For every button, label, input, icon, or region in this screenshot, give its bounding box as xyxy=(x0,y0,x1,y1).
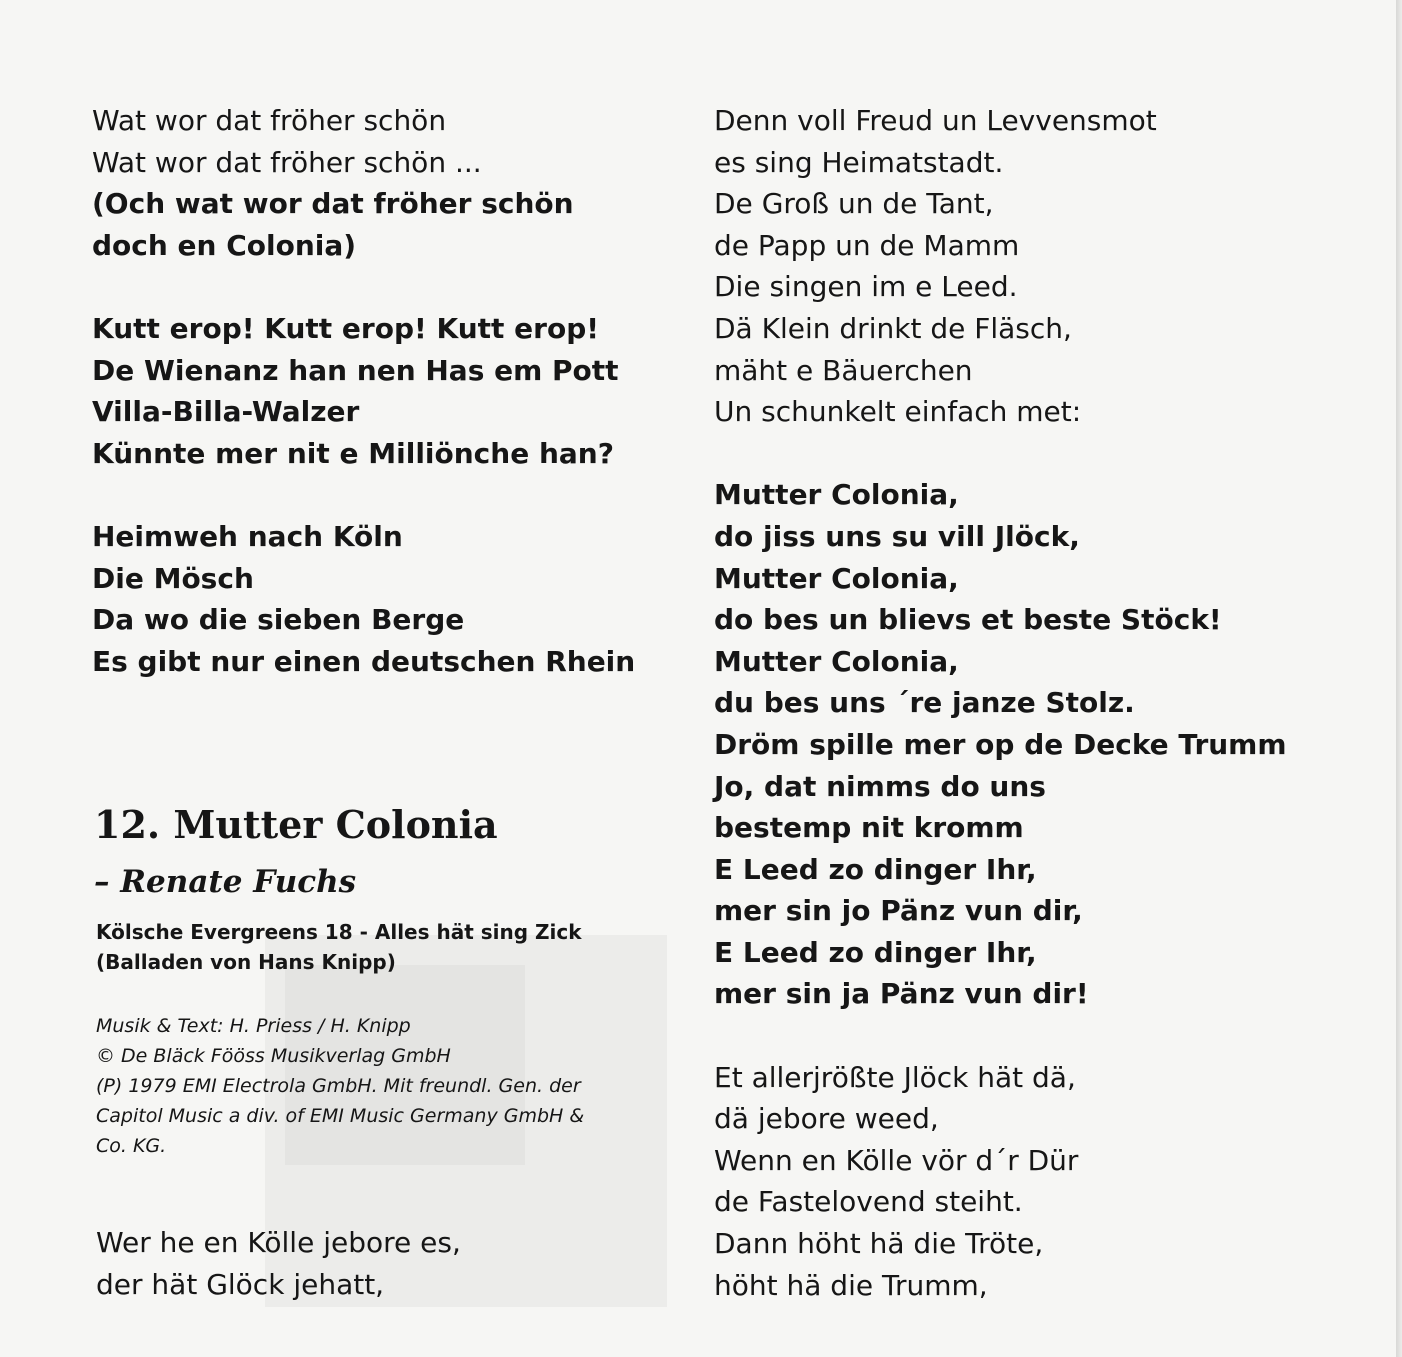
credits-line: Capitol Music a div. of EMI Music Germany GmbH & xyxy=(96,1105,585,1127)
lyric-line: es sing Heimatstadt. xyxy=(714,145,1004,179)
album-subtitle: (Balladen von Hans Knipp) xyxy=(96,950,396,974)
album-info xyxy=(96,917,676,977)
lyrics-block-5 xyxy=(714,1057,1314,1307)
chorus-line: do bes un blievs et beste Stöck! xyxy=(714,603,1222,637)
chorus xyxy=(714,474,1314,1015)
lyric-line: dä jebore weed, xyxy=(714,1102,939,1136)
chorus-line: E Leed zo dinger Ihr, xyxy=(714,852,1037,886)
chorus-line: do jiss uns su vill Jlöck, xyxy=(714,519,1080,553)
lyric-line: Die singen im e Leed. xyxy=(714,270,1018,304)
lyric-line: Dä Klein drinkt de Fläsch, xyxy=(714,311,1072,345)
credits xyxy=(96,1011,686,1161)
chorus-line: mer sin ja Pänz vun dir! xyxy=(714,977,1089,1011)
right-column xyxy=(714,100,1314,1306)
lyrics-block-2 xyxy=(92,308,682,474)
song-title: 12. Mutter Colonia xyxy=(94,802,498,847)
lyric-line: Dann höht hä die Tröte, xyxy=(714,1227,1044,1261)
credits-line: © De Bläck Fööss Musikverlag GmbH xyxy=(96,1045,451,1067)
chorus-line: du bes uns ´re janze Stolz. xyxy=(714,686,1135,720)
album-title: Kölsche Evergreens 18 - Alles hät sing Zick xyxy=(96,920,582,944)
lyric-line: Wer he en Kölle jebore es, xyxy=(96,1226,461,1259)
lyric-line: de Papp un de Mamm xyxy=(714,228,1020,262)
chorus-line: Jo, dat nimms do uns xyxy=(714,769,1046,803)
lyric-line: De Groß un de Tant, xyxy=(714,187,994,221)
lyrics-block-3 xyxy=(92,516,682,682)
lyric-line: Un schunkelt einfach met: xyxy=(714,395,1082,429)
lyric-line: de Fastelovend steiht. xyxy=(714,1185,1023,1219)
lyric-line: Villa-Billa-Walzer xyxy=(92,395,360,429)
lyric-line: Wat wor dat fröher schön xyxy=(92,104,447,137)
chorus-line: Mutter Colonia, xyxy=(714,478,959,512)
lyric-line: Wenn en Kölle vör d´r Dür xyxy=(714,1143,1079,1177)
lyrics-block-1 xyxy=(92,100,682,266)
chorus-line: Mutter Colonia, xyxy=(714,644,959,678)
lyric-line: Denn voll Freud un Levvensmot xyxy=(714,104,1157,137)
lyric-line: (Och wat wor dat fröher schön xyxy=(92,187,574,221)
chorus-line: Mutter Colonia, xyxy=(714,561,959,595)
lyrics-block-4 xyxy=(714,100,1314,433)
lyric-line: Künnte mer nit e Milliönche han? xyxy=(92,436,614,470)
chorus-line: Dröm spille mer op de Decke Trumm xyxy=(714,727,1287,761)
credits-line: Musik & Text: H. Priess / H. Knipp xyxy=(96,1015,411,1037)
chorus-line: E Leed zo dinger Ihr, xyxy=(714,935,1037,969)
lyric-line: Da wo die sieben Berge xyxy=(92,603,465,637)
lyric-line: Die Mösch xyxy=(92,561,254,595)
song-artist: – Renate Fuchs xyxy=(94,864,357,900)
song-header xyxy=(94,802,684,902)
chorus-line: bestemp nit kromm xyxy=(714,811,1024,845)
lyric-line: höht hä die Trumm, xyxy=(714,1268,988,1302)
lyric-line: mäht e Bäuerchen xyxy=(714,353,973,387)
left-column xyxy=(92,100,682,682)
verse-start xyxy=(96,1222,676,1305)
lyric-line: der hät Glöck jehatt, xyxy=(96,1267,385,1301)
page-edge xyxy=(1396,0,1402,1357)
credits-line: (P) 1979 EMI Electrola GmbH. Mit freundl. Gen. der xyxy=(96,1075,581,1097)
lyric-line: De Wienanz han nen Has em Pott xyxy=(92,353,619,387)
lyric-line: doch en Colonia) xyxy=(92,228,357,262)
lyric-line: Heimweh nach Köln xyxy=(92,519,403,553)
credits-line: Co. KG. xyxy=(96,1135,167,1157)
lyric-line: Es gibt nur einen deutschen Rhein xyxy=(92,644,636,678)
chorus-line: mer sin jo Pänz vun dir, xyxy=(714,894,1083,928)
lyric-line: Kutt erop! Kutt erop! Kutt erop! xyxy=(92,311,600,345)
lyric-line: Wat wor dat fröher schön ... xyxy=(92,145,482,179)
lyric-line: Et allerjrößte Jlöck hät dä, xyxy=(714,1060,1076,1094)
